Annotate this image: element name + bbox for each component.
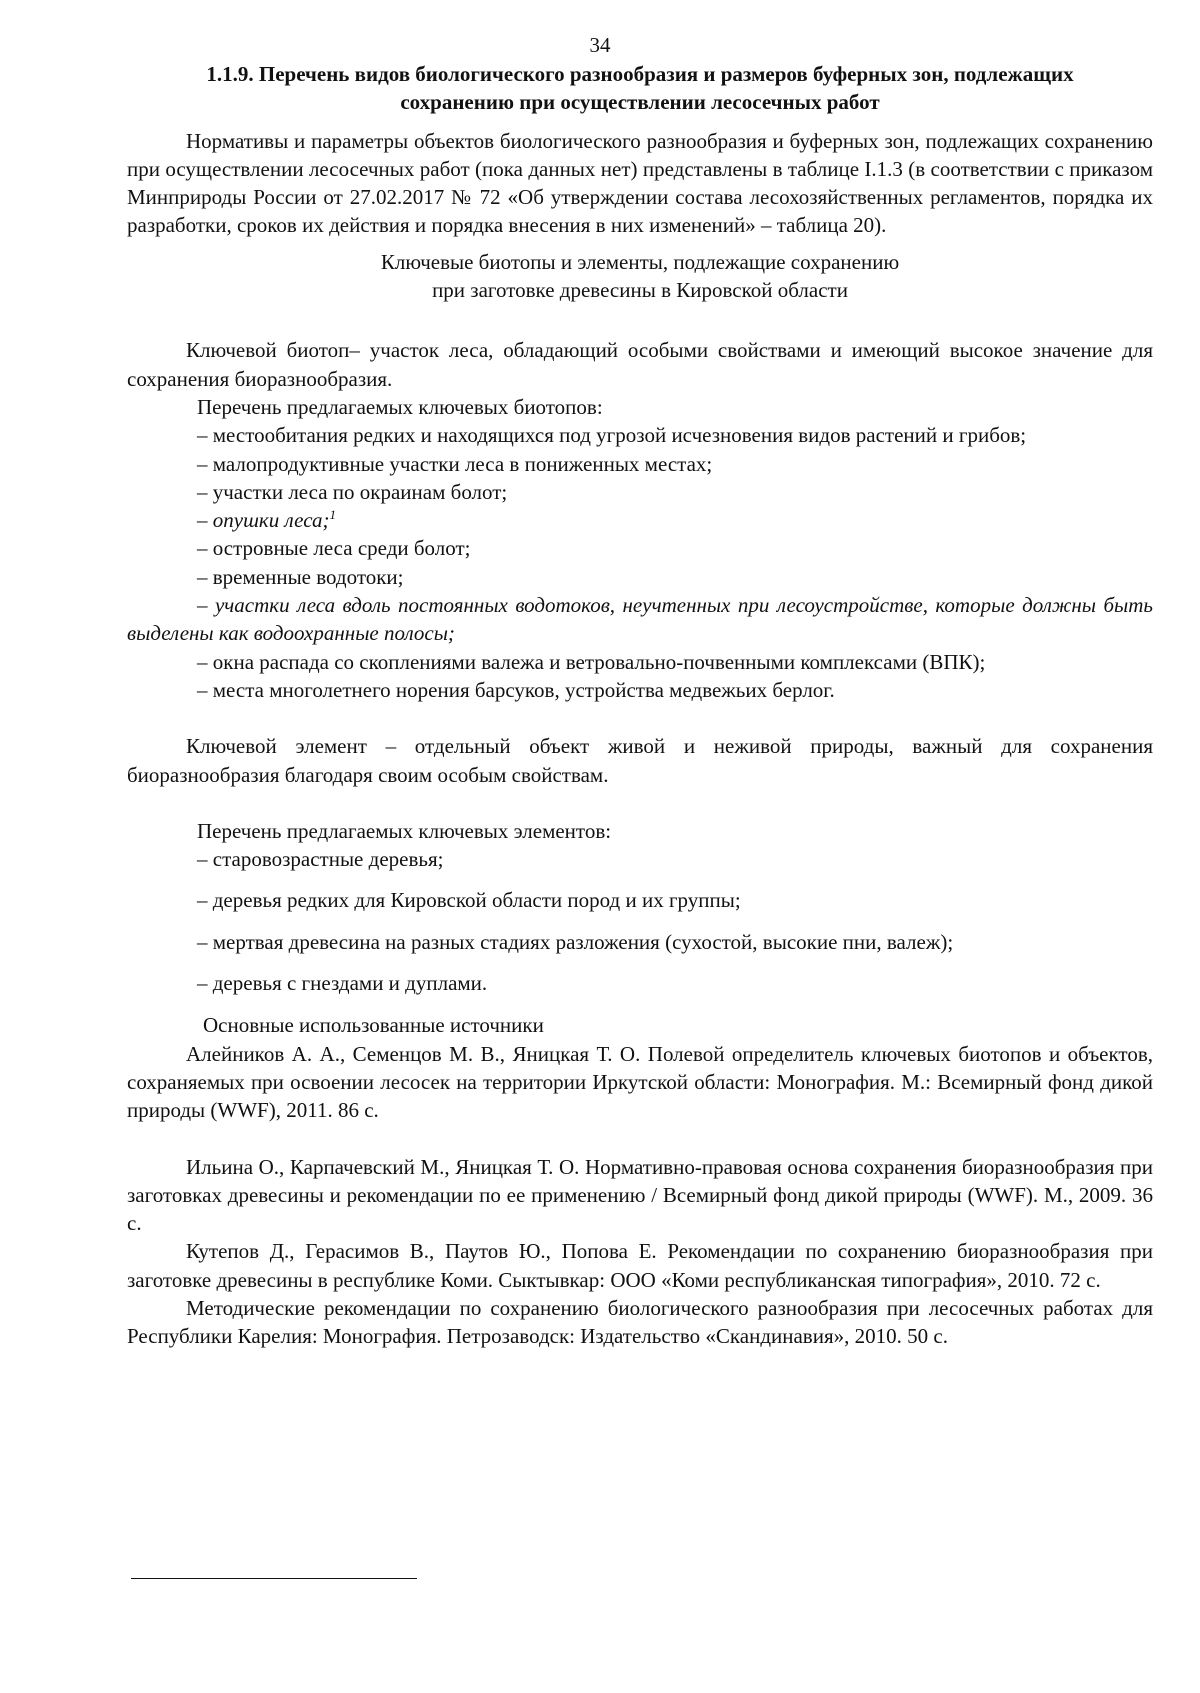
list-item: – деревья с гнездами и дуплами. [197, 971, 488, 996]
biotope-list-title: Перечень предлагаемых ключевых биотопов: [197, 394, 603, 419]
footnote-marker: 1 [329, 507, 336, 523]
element-definition: Ключевой элемент – отдельный объект живой и неживой природы, важный для сохранения биоразнообразия благодаря своим особым свойствам. [127, 734, 1153, 787]
source-entry: Алейников А. А., Семенцов М. В., Яницкая Т. О. Полевой определитель ключевых биотопов и объектов, сохраняемых при освоении лесосек на территории Иркутской области: Монография. М.: Всемирный фонд дикой природы (WWF), 2011. 86 с. [127, 1041, 1153, 1123]
list-item: – мертвая древесина на разных стадиях разложения (сухостой, высокие пни, валеж); [197, 929, 954, 954]
section-heading-line-1: 1.1.9. Перечень видов биологического разнообразия и размеров буферных зон, подлежащих [206, 62, 1074, 86]
list-item [127, 506, 1153, 534]
subheading-line-2: при заготовке древесины в Кировской области [432, 278, 848, 303]
biotope-definition: Ключевой биотоп– участок леса, обладающий особыми свойствами и имеющий высокое значение для сохранения биоразнообразия. [127, 338, 1153, 391]
section-heading-line-2: сохранению при осуществлении лесосечных работ [400, 90, 880, 115]
subheading-line-1: Ключевые биотопы и элементы, подлежащие сохранению [380, 249, 900, 274]
element-list-title: Перечень предлагаемых ключевых элементов: [197, 818, 612, 843]
biotope-list [127, 421, 1153, 704]
list-item: – участки леса вдоль постоянных водотоков, неучтенных при лесоустройстве, которые должны быть выделены как водоохранные полосы; [127, 593, 1153, 646]
page-number: 34 [589, 33, 611, 57]
list-item: – местообитания редких и находящихся под угрозой исчезновения видов растений и грибов; [197, 423, 1027, 448]
list-item: – участки леса по окраинам болот; [197, 479, 508, 504]
subheading [127, 248, 1153, 305]
source-entry: Кутепов Д., Герасимов В., Паутов Ю., Попова Е. Рекомендации по сохранению биоразнообразия при заготовке древесины в республике Коми. Сыктывкар: ООО «Коми республиканская типография», 2010. 72 с. [127, 1239, 1153, 1292]
source-entry: Ильина О., Карпачевский М., Яницкая Т. О. Нормативно-правовая основа сохранения биоразнообразия при заготовках древесины и рекомендации по ее применению / Всемирный фонд дикой природы (WWF). М., 2009. 36 с. [127, 1154, 1153, 1236]
source-entry: Методические рекомендации по сохранению биологического разнообразия при лесосечных работах для Республики Карелия: Монография. Петрозаводск: Издательство «Скандинавия», 2010. 50 с. [127, 1295, 1153, 1349]
footnote-separator [131, 1578, 417, 1579]
list-item: – окна распада со скоплениями валежа и ветровально-почвенными комплексами (ВПК); [197, 649, 986, 674]
intro-paragraph: Нормативы и параметры объектов биологического разнообразия и буферных зон, подлежащих сохранению при осуществлении лесосечных работ (пока данных нет) представлены в таблице I.1.3 (в соответствии с приказом Минприроды России от 27.02.2017 № 72 «Об утверждении состава лесохозяйственных регламентов, порядка их разработки, сроков их действия и порядка внесения в них изменений» – таблица 20). [127, 128, 1153, 238]
list-item: – малопродуктивные участки леса в пониженных местах; [197, 451, 713, 476]
element-list [127, 845, 1153, 997]
list-item: – старовозрастные деревья; [197, 847, 444, 872]
section-heading [127, 60, 1153, 117]
sources-title: Основные использованные источники [203, 1013, 544, 1038]
page-content [127, 60, 1153, 1351]
sources-list [127, 1040, 1153, 1351]
list-item: – деревья редких для Кировской области пород и их группы; [197, 888, 741, 913]
list-item: – островные леса среди болот; [197, 536, 471, 561]
list-item-text: – опушки леса; [197, 508, 330, 533]
list-item: – места многолетнего норения барсуков, устройства медвежьих берлог. [197, 677, 835, 702]
list-item: – временные водотоки; [197, 564, 404, 589]
